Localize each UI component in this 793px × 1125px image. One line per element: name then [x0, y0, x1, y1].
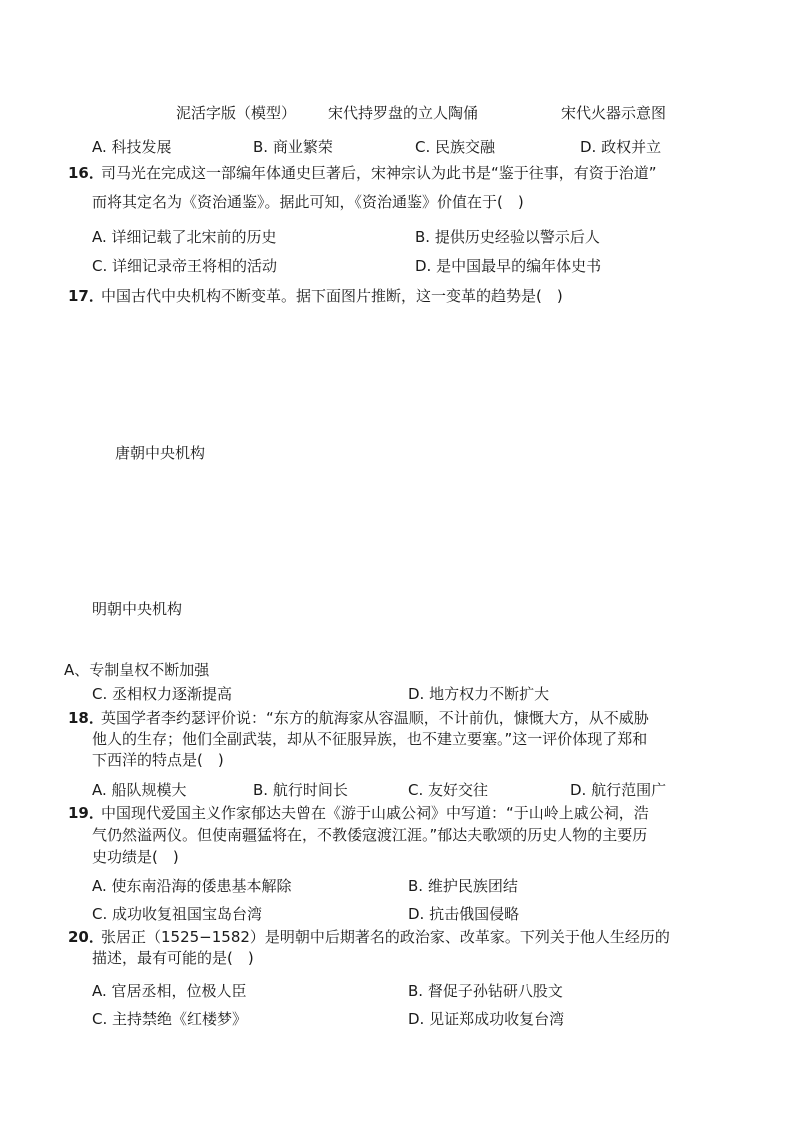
caption-clay-type: 泥活字版（模型）: [176, 104, 297, 122]
caption-firearm: 宋代火器示意图: [561, 104, 667, 122]
q20-option-a[interactable]: A. 官居丞相，位极人臣: [92, 982, 247, 1000]
q17-option-d[interactable]: D. 地方权力不断扩大: [408, 685, 550, 703]
q16-option-d[interactable]: D. 是中国最早的编年体史书: [415, 257, 602, 275]
q19-option-d[interactable]: D. 抗击俄国侵略: [408, 905, 520, 923]
q20-option-d[interactable]: D. 见证郑成功收复台湾: [408, 1010, 565, 1028]
q18-option-d[interactable]: D. 航行范围广: [570, 781, 667, 799]
q17-ming-label: 明朝中央机构: [92, 600, 183, 618]
q18-stem-line-3: 下西洋的特点是( ): [92, 751, 224, 769]
q18-option-a[interactable]: A. 船队规模大: [92, 781, 187, 799]
q17-stem: 中国古代中央机构不断变革。据下面图片推断，这一变革的趋势是( ): [101, 287, 563, 305]
q19-stem-line-2: 气仍然溢两仪。但使南疆猛将在，不教倭寇渡江涯。”郁达夫歌颂的历史人物的主要历: [92, 826, 648, 844]
q19-option-c[interactable]: C. 成功收复祖国宝岛台湾: [92, 905, 263, 923]
q19-option-a[interactable]: A. 使东南沿海的倭患基本解除: [92, 877, 292, 895]
q19-stem-line-3: 史功绩是( ): [92, 848, 179, 866]
q18-stem-line-2: 他人的生存；他们全副武装，却从不征服异族，也不建立要塞。”这一评价体现了郑和: [92, 730, 648, 748]
q15-option-d[interactable]: D. 政权并立: [580, 138, 662, 156]
q20-stem-line-1: 张居正（1525−1582）是明朝中后期著名的政治家、改革家。下列关于他人生经历的: [101, 928, 670, 946]
q17-tang-label: 唐朝中央机构: [115, 444, 206, 462]
q15-option-c[interactable]: C. 民族交融: [415, 138, 496, 156]
q17-option-c[interactable]: C. 丞相权力逐渐提高: [92, 685, 233, 703]
q20-option-b[interactable]: B. 督促子孙钻研八股文: [408, 982, 563, 1000]
q16-stem-line-1: 司马光在完成这一部编年体通史巨著后，宋神宗认为此书是“鉴于往事，有资于治道”: [101, 164, 657, 182]
q20-option-c[interactable]: C. 主持禁绝《红楼梦》: [92, 1010, 248, 1028]
q19-stem-line-1: 中国现代爱国主义作家郁达夫曾在《游于山戚公祠》中写道：“于山岭上戚公祠，浩: [101, 804, 649, 822]
q16-option-a[interactable]: A. 详细记载了北宋前的历史: [92, 228, 277, 246]
q16-option-b[interactable]: B. 提供历史经验以警示后人: [415, 228, 600, 246]
q16-number: 16．: [68, 164, 104, 182]
q18-number: 18．: [68, 709, 104, 727]
q17-number: 17．: [68, 287, 104, 305]
q19-number: 19．: [68, 804, 104, 822]
q18-stem-line-1: 英国学者李约瑟评价说：“东方的航海家从容温顺，不计前仇，慷慨大方，从不威胁: [101, 709, 649, 727]
q16-stem-line-2: 而将其定名为《资治通鉴》。据此可知，《资治通鉴》价值在于( ): [92, 193, 524, 211]
q16-option-c[interactable]: C. 详细记录帝王将相的活动: [92, 257, 278, 275]
q20-number: 20．: [68, 928, 104, 946]
q15-option-a[interactable]: A. 科技发展: [92, 138, 172, 156]
q18-option-b[interactable]: B. 航行时间长: [253, 781, 348, 799]
caption-compass-figurine: 宋代持罗盘的立人陶俑: [328, 104, 479, 122]
q18-option-c[interactable]: C. 友好交往: [408, 781, 489, 799]
q19-option-b[interactable]: B. 维护民族团结: [408, 877, 518, 895]
q15-option-b[interactable]: B. 商业繁荣: [253, 138, 333, 156]
q20-stem-line-2: 描述，最有可能的是( ): [92, 949, 254, 967]
q17-option-a[interactable]: A、专制皇权不断加强: [64, 661, 210, 679]
